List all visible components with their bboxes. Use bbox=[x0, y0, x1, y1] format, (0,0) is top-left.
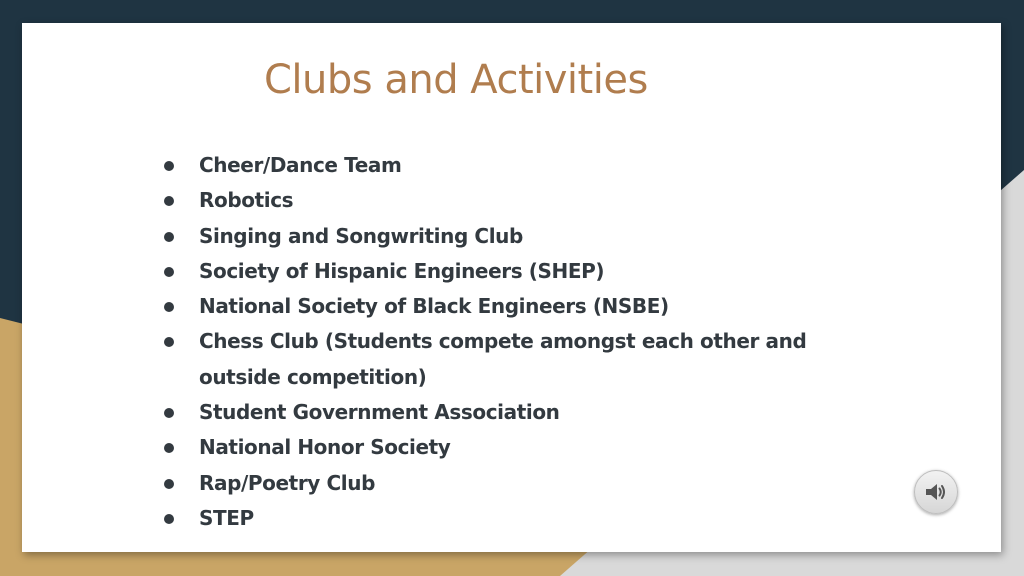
list-item-text: Singing and Songwriting Club bbox=[199, 223, 523, 248]
list-item-text: Chess Club (Students compete amongst each other and outside competition) bbox=[199, 329, 807, 389]
list-item-text: National Society of Black Engineers (NSBE) bbox=[199, 294, 669, 319]
list-item bbox=[162, 501, 842, 536]
audio-button[interactable] bbox=[914, 470, 958, 514]
list-item bbox=[162, 254, 842, 289]
bullet-icon bbox=[164, 514, 174, 524]
slide bbox=[22, 23, 1001, 552]
list-item bbox=[162, 183, 842, 218]
list-item-text: STEP bbox=[199, 505, 254, 530]
list-item-text: Society of Hispanic Engineers (SHEP) bbox=[199, 258, 605, 283]
list-item-text: Student Government Association bbox=[199, 400, 560, 425]
bullet-icon bbox=[164, 408, 174, 418]
bullet-icon bbox=[164, 302, 174, 312]
list-item-text: Cheer/Dance Team bbox=[199, 153, 402, 177]
bullet-icon bbox=[164, 232, 174, 242]
list-item bbox=[162, 219, 842, 254]
list-item bbox=[162, 289, 842, 324]
list-item bbox=[162, 430, 842, 465]
list-item-text: Robotics bbox=[199, 188, 294, 213]
bullet-icon bbox=[164, 443, 174, 453]
list-item bbox=[162, 395, 842, 430]
bullet-icon bbox=[164, 337, 174, 347]
bullet-icon bbox=[164, 196, 174, 206]
list-item-text: Rap/Poetry Club bbox=[199, 470, 375, 495]
bullet-icon bbox=[164, 161, 174, 171]
speaker-icon bbox=[925, 482, 947, 502]
list-item bbox=[162, 466, 842, 501]
list-item-text: National Honor Society bbox=[199, 435, 451, 460]
bullet-icon bbox=[164, 267, 174, 277]
activities-list bbox=[162, 148, 842, 536]
list-item bbox=[162, 324, 842, 395]
bullet-icon bbox=[164, 479, 174, 489]
slide-title: Clubs and Activities bbox=[264, 57, 648, 103]
list-item bbox=[162, 148, 842, 183]
